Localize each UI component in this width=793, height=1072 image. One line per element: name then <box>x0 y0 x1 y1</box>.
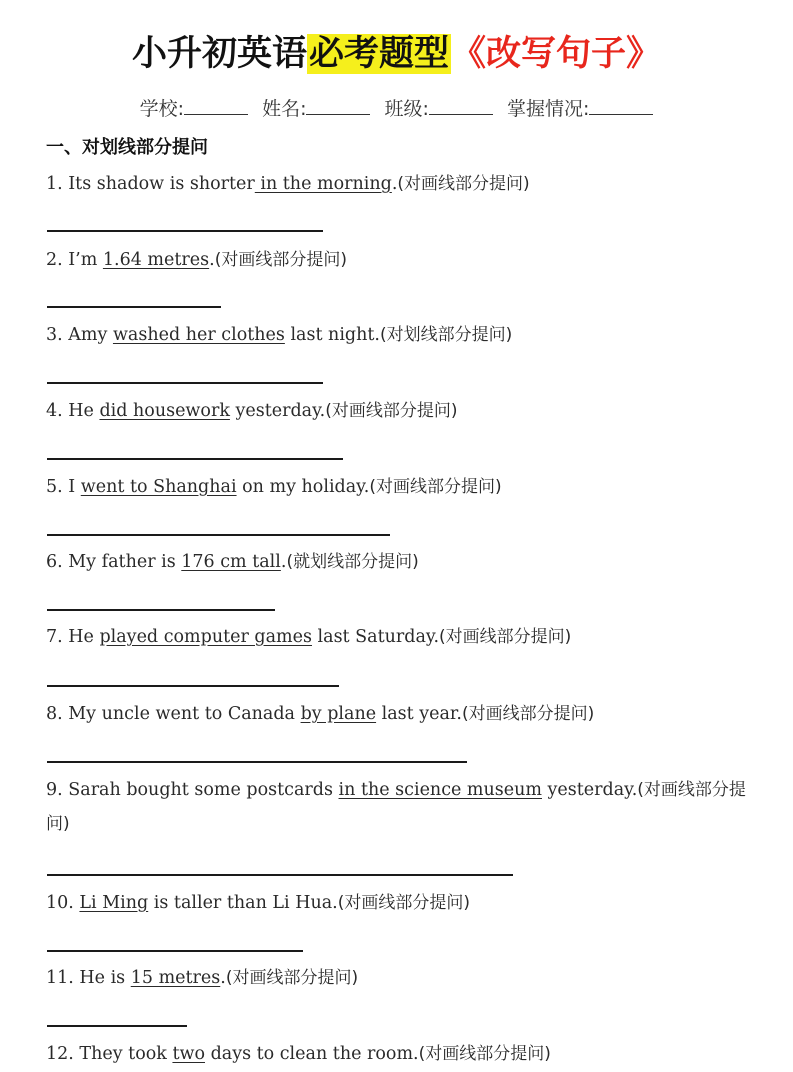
question-text-end: on my holiday. <box>236 477 370 497</box>
question-number: 2. <box>46 250 63 270</box>
title-subtitle: 《改写句子》 <box>451 34 662 74</box>
question-text: They took <box>73 1044 173 1064</box>
question-text-end: yesterday. <box>541 780 638 800</box>
question-number: 5. <box>46 477 63 497</box>
question-8 <box>46 697 761 731</box>
underlined-phrase: by plane <box>300 704 377 724</box>
question-text-end: . <box>220 968 226 988</box>
student-info-row <box>0 94 793 121</box>
question-text: Amy <box>62 325 113 345</box>
question-3 <box>46 318 761 352</box>
question-text-end: . <box>209 250 215 270</box>
section-title: 一、对划线部分提问 <box>46 137 208 158</box>
question-number: 10. <box>46 893 74 913</box>
mastery-label: 掌握情况: <box>506 98 590 120</box>
name-field <box>262 98 370 120</box>
class-label: 班级: <box>384 98 429 120</box>
question-text: My father is <box>62 552 182 572</box>
underlined-phrase: 1.64 metres <box>102 250 210 270</box>
underlined-phrase: washed her clothes <box>112 325 285 345</box>
question-9 <box>46 773 761 841</box>
question-number: 9. <box>46 780 63 800</box>
instruction-note: (对画线部分提问) <box>225 968 359 988</box>
question-text: He is <box>73 968 131 988</box>
instruction-note: (对画线部分提问) <box>397 174 530 194</box>
question-text-end: last year. <box>376 704 462 724</box>
instruction-note: (对划线部分提问) <box>379 325 513 345</box>
question-text: Sarah bought some postcards <box>62 780 339 800</box>
question-text-end: last Saturday. <box>311 627 440 647</box>
underlined-phrase: in the morning <box>254 174 392 194</box>
class-blank[interactable] <box>429 100 493 115</box>
title-highlight: 必考题型 <box>308 34 449 74</box>
underlined-phrase: 176 cm tall <box>181 552 281 572</box>
answer-line[interactable] <box>47 230 323 232</box>
answer-line[interactable] <box>47 609 275 611</box>
mastery-field <box>507 98 653 120</box>
school-field <box>140 98 248 120</box>
question-2 <box>46 243 761 277</box>
instruction-note: (对画线部分提问) <box>325 401 458 421</box>
question-text-end: . <box>280 552 287 572</box>
name-blank[interactable] <box>306 100 370 115</box>
question-number: 8. <box>46 704 63 724</box>
page-title <box>0 30 793 78</box>
answer-line[interactable] <box>47 950 303 952</box>
underlined-phrase: went to Shanghai <box>80 477 237 497</box>
question-number: 1. <box>46 174 63 194</box>
instruction-note: (对画线部分提问) <box>46 780 746 834</box>
question-text: He <box>62 627 100 647</box>
instruction-note: (对画线部分提问) <box>418 1044 551 1064</box>
underlined-phrase: two <box>172 1044 205 1064</box>
question-text-end: is taller than Li Hua. <box>148 893 338 913</box>
instruction-note: (对画线部分提问) <box>214 250 347 270</box>
class-field <box>385 98 493 120</box>
question-number: 7. <box>46 627 63 647</box>
question-number: 4. <box>46 401 63 421</box>
instruction-note: (就划线部分提问) <box>286 552 419 572</box>
question-12 <box>46 1037 761 1071</box>
question-text-end: days to clean the room. <box>205 1044 419 1064</box>
name-label: 姓名: <box>262 98 307 120</box>
school-blank[interactable] <box>184 100 248 115</box>
question-text: He <box>62 401 100 421</box>
answer-line[interactable] <box>47 458 343 460</box>
question-number: 3. <box>46 325 63 345</box>
question-text: Its shadow is shorter <box>62 174 255 194</box>
question-number: 11. <box>46 968 74 988</box>
mastery-blank[interactable] <box>589 100 653 115</box>
underlined-phrase: did housework <box>99 401 230 421</box>
question-text: I <box>62 477 81 497</box>
question-text-end: . <box>391 174 398 194</box>
question-7 <box>46 620 761 654</box>
question-6 <box>46 545 761 579</box>
question-text-end: yesterday. <box>229 401 326 421</box>
answer-line[interactable] <box>47 534 390 536</box>
question-number: 6. <box>46 552 63 572</box>
question-number: 12. <box>46 1044 74 1064</box>
title-part1: 小升初英语 <box>131 34 307 74</box>
underlined-phrase: 15 metres <box>130 968 221 988</box>
question-10 <box>46 886 761 920</box>
instruction-note: (对画线部分提问) <box>337 893 470 913</box>
question-4 <box>46 394 761 428</box>
question-text: I’m <box>62 250 103 270</box>
answer-line[interactable] <box>47 874 513 876</box>
instruction-note: (对画线部分提问) <box>461 704 595 724</box>
question-1 <box>46 167 761 201</box>
underlined-phrase: Li Ming <box>79 893 149 913</box>
question-11 <box>46 961 761 995</box>
question-5 <box>46 470 761 504</box>
school-label: 学校: <box>139 98 185 120</box>
answer-line[interactable] <box>47 382 323 384</box>
instruction-note: (对画线部分提问) <box>439 627 572 647</box>
underlined-phrase: played computer games <box>99 627 312 647</box>
answer-line[interactable] <box>47 685 339 687</box>
question-text-end: last night. <box>284 325 380 345</box>
answer-line[interactable] <box>47 1025 187 1027</box>
question-text: My uncle went to Canada <box>62 704 301 724</box>
answer-line[interactable] <box>47 761 467 763</box>
instruction-note: (对画线部分提问) <box>369 477 502 497</box>
answer-line[interactable] <box>47 306 221 308</box>
underlined-phrase: in the science museum <box>338 780 542 800</box>
